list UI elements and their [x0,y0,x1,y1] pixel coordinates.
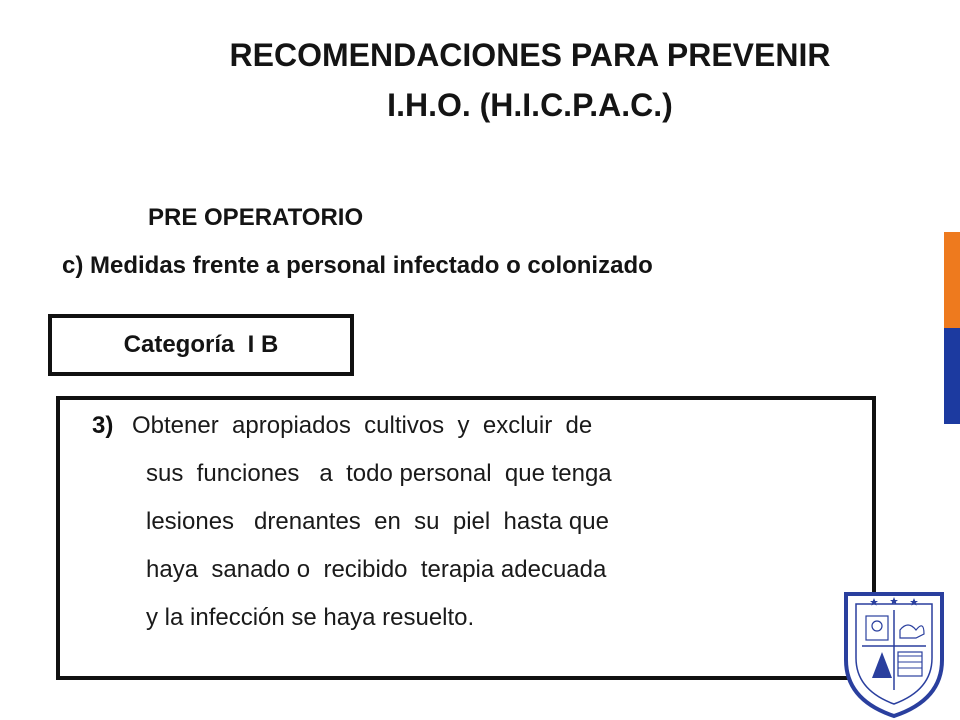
item-line-5: y la infección se haya resuelto. [146,604,475,631]
subsection-heading: c) Medidas frente a personal infectado o colonizado [62,252,653,279]
category-label: Categoría I B [123,331,279,358]
accent-bar-orange [944,232,960,328]
title-line-2: I.H.O. (H.I.C.P.A.C.) [387,87,673,123]
item-line-1: Obtener apropiados cultivos y excluir de [132,412,593,439]
section-heading: PRE OPERATORIO [148,204,364,231]
accent-bar-blue [944,328,960,424]
item-line-3: lesiones drenantes en su piel hasta que [146,508,609,535]
title-line-1: RECOMENDACIONES PARA PREVENIR [229,37,831,73]
item-number: 3) [92,412,114,439]
item-line-4: haya sanado o recibido terapia adecuada [146,556,607,583]
category-box [48,314,354,376]
item-line-2: sus funciones a todo personal que tenga [146,460,612,487]
slide-title [0,30,960,130]
university-seal-logo [836,590,952,720]
